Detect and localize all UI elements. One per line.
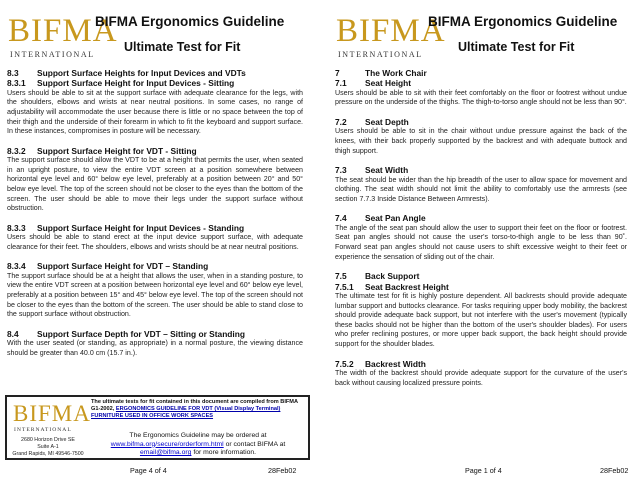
bifma-logo	[8, 13, 118, 62]
order-info: The Ergonomics Guideline may be ordered at www.bifma.org/secure/orderform.html or contact BIFMA at email@bifma.org for more information.	[110, 432, 286, 457]
header-subtitle: Ultimate Test for Fit	[124, 40, 241, 54]
page-number: Page 4 of 4	[130, 466, 167, 475]
header-title: BIFMA Ergonomics Guideline	[95, 14, 285, 29]
section-heading: 7.1 Seat Height	[335, 78, 412, 89]
header-title: BIFMA Ergonomics Guideline	[428, 14, 618, 29]
section-body: Users should be able to sit with their feet comfortably on the floor or footrest without undue pressure on the underside of the thighs. The thigh-to-torso angle should not be less than 90°.	[335, 88, 627, 107]
address-line: 2680 Horizon Drive SE	[21, 437, 75, 443]
section-heading: 8.3.2 Support Surface Height for VDT - Sitting	[7, 145, 197, 156]
email-link[interactable]: email@bifma.org	[139, 449, 192, 457]
left-content	[7, 68, 303, 358]
page-date: 28Feb02	[268, 466, 297, 475]
footer-box	[5, 395, 310, 460]
order-form-link[interactable]: www.bifma.org/secure/orderform.html	[110, 440, 224, 448]
section-heading: 7.5.1 Seat Backrest Height	[335, 281, 449, 292]
section-body: Users should be able to sit at the support surface with adequate clearance for the legs, with the shoulders, elbows and wrists at near neutral positions. In some cases, no range of adjustability will accommodate the user because there is little or no space between the top of their thigh and the underside of their forearm in which to fit the keyboard and support surface. In these instances, compromises in posture will be necessary.	[7, 88, 303, 136]
section-heading: 8.4 Support Surface Depth for VDT – Sitting or Standing	[7, 328, 245, 339]
section-heading: 8.3 Support Surface Heights for Input Devices and VDTs	[7, 68, 246, 78]
section-body: Users should be able to sit in the chair without undue pressure against the back of the knees, with their back properly supported by the backrest and with adequate buttock and thigh support.	[335, 127, 627, 155]
section-body: The support surface should be at a height that allows the user, when in a standing posture, to view the entire VDT screen at a position between horizontal eye level and 60° below eye level, preferably at a position between 15° and 45° below eye level. The top of the screen should not be closer to the eyes than the bottom of the screen. The user should be able to stand close to the support surface without obstruction.	[7, 271, 303, 319]
page-number: Page 1 of 4	[465, 466, 502, 475]
source-document-link[interactable]: ERGONOMICS GUIDELINE FOR VDT (Visual Display Terminal) FURNITURE USED IN OFFICE WORK SPACES	[91, 406, 281, 419]
section-body: The width of the backrest should provide adequate support for the curvature of the user's back without causing localized pressure points.	[335, 368, 627, 387]
section-body: The angle of the seat pan should allow the user to support their feet on the floor or footrest. Seat pan angles should not cause the user's torso-to-thigh angle to be less than 90˚. Forward seat pan angles should not cause users to shift excessive weight to their feet or experience the sensation of sliding out of the chair.	[335, 223, 627, 261]
footer-bifma-logo: BIFMA INTERNATIONAL	[13, 401, 91, 433]
section-heading: 7.3 Seat Width	[335, 165, 409, 176]
section-heading: 8.3.1 Support Surface Height for Input Devices - Sitting	[7, 78, 235, 89]
section-body: The seat should be wider than the hip breadth of the user to allow space for movement and clothing. The seat width should not limit the ability to comfortably use the armrests (see section 7.7.3 Inside Distance Between Armrests).	[335, 175, 627, 203]
page-date: 28Feb02	[600, 466, 629, 475]
section-heading: 7.5.2 Backrest Width	[335, 358, 426, 369]
section-heading: 8.3.3 Support Surface Height for Input Devices - Standing	[7, 222, 245, 233]
address-line: Grand Rapids, MI 49546-7500	[12, 451, 84, 457]
logo-subtitle: INTERNATIONAL	[10, 50, 95, 59]
logo-wordmark: BIFMA	[8, 13, 118, 49]
bifma-logo	[336, 13, 446, 62]
section-body: The support surface should allow the VDT to be at a height that permits the user, when seated in an upright posture, to view the entire VDT screen at a position somewhere between horizontal eye level and 60° below eye level, preferably at a position between 20° and 50° below eye level. The top of the screen should not be closer to the eyes than the bottom of the screen. The user should be able to move their legs under the support surface without obstruction.	[7, 156, 303, 213]
section-body: Users should be able to stand erect at the input device support surface, with adequate clearance for their feet. The shoulders, elbows and wrists should be at near neutral positions.	[7, 233, 303, 251]
right-page	[320, 0, 640, 480]
header-subtitle: Ultimate Test for Fit	[458, 40, 575, 54]
section-body: With the user seated (or standing, as appropriate) in a normal posture, the viewing distance should be greater than 40.0 cm (15.7 in.).	[7, 339, 303, 357]
section-heading: 7.2 Seat Depth	[335, 117, 409, 127]
section-heading: 7.4 Seat Pan Angle	[335, 213, 426, 224]
address-line: Suite A-1	[37, 444, 59, 450]
section-heading: 8.3.4 Support Surface Height for VDT – Standing	[7, 261, 209, 272]
logo-wordmark: BIFMA	[336, 13, 446, 49]
section-heading: 7.5 Back Support	[335, 271, 420, 282]
right-content	[335, 68, 627, 388]
logo-subtitle: INTERNATIONAL	[338, 50, 423, 59]
source-note: The ultimate tests for fit contained in this document are compiled from BIFMA G1-2002, ERGONOMICS GUIDELINE FOR VDT (Visual Display Terminal) FURNITURE USED IN OFFICE WORK SPACES	[91, 399, 298, 419]
section-body: The ultimate test for fit is highly posture dependent. All backrests should provide adequate lumbar support and buttocks clearance. For tasks requiring upper body mobility, the backrest should provide adequate back support, but not interfere with the user's movement (typically these backs should not be higher than the bottom of the user's shoulder blades). For users who prefer reclining postures, or more upper back support, the back height should provide support for the shoulder blades.	[335, 291, 627, 348]
section-heading: 7 The Work Chair	[335, 68, 427, 78]
